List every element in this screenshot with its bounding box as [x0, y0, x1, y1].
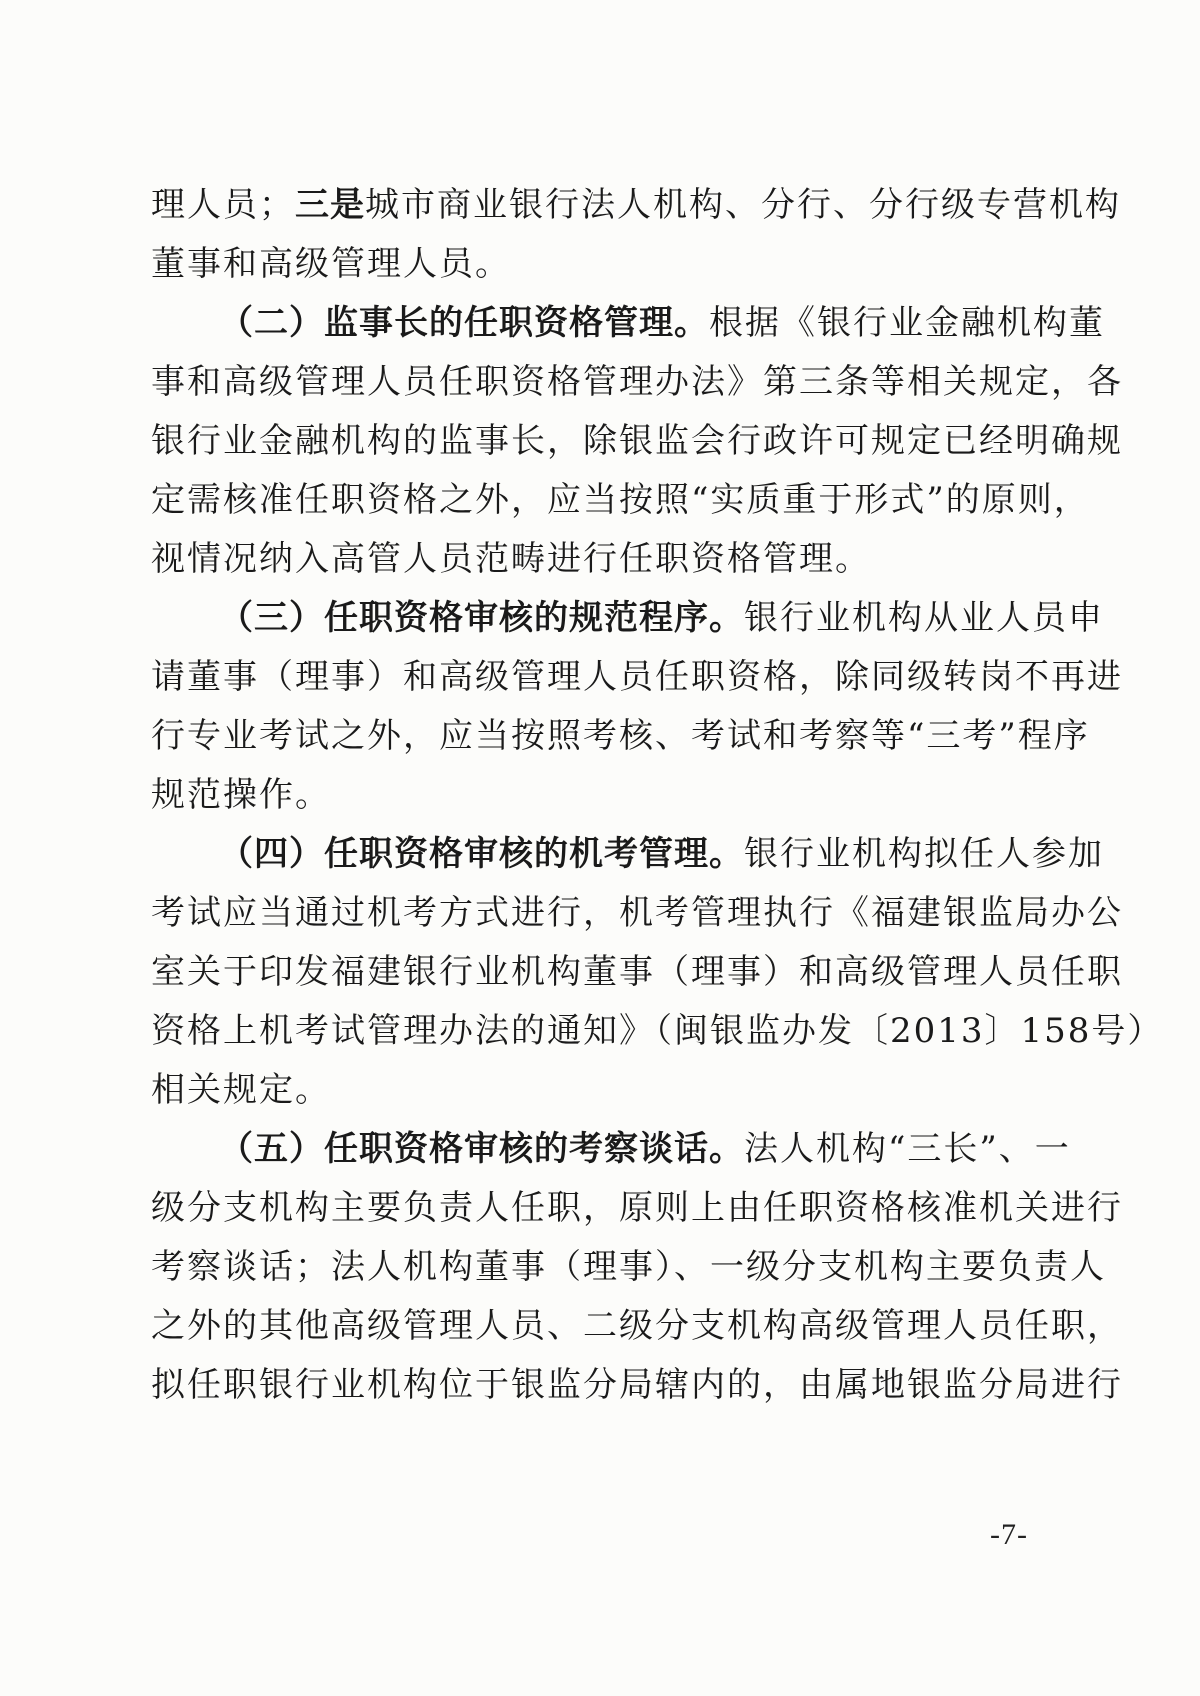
- body-text-segment: 银行业金融机构的监事长，除银监会行政许可规定已经明确规: [151, 421, 1123, 461]
- body-text-segment: 相关规定。: [151, 1070, 331, 1110]
- body-text-segment: 董事和高级管理人员。: [151, 244, 511, 284]
- body-text-segment: 法人机构“三长”、一: [744, 1129, 1071, 1169]
- body-text-segment: 理人员；: [151, 185, 295, 225]
- body-text-segment: 考察谈话；法人机构董事（理事）、一级分支机构主要负责人: [151, 1247, 1106, 1287]
- body-text-segment: 城市商业银行法人机构、分行、分行级专营机构: [365, 185, 1121, 225]
- bold-heading-text: （四）任职资格审核的机考管理。: [219, 834, 744, 874]
- text-line: [151, 893, 1123, 933]
- text-line: [151, 775, 1051, 815]
- body-text-segment: 视情况纳入高管人员范畴进行任职资格管理。: [151, 539, 871, 579]
- body-text-segment: 拟任职银行业机构位于银监分局辖内的，由属地银监分局进行: [151, 1365, 1123, 1405]
- body-text-segment: 之外的其他高级管理人员、二级分支机构高级管理人员任职，: [151, 1306, 1123, 1346]
- bold-heading-text: 三是: [295, 185, 365, 225]
- text-line: [151, 1011, 1164, 1051]
- text-line: [219, 1129, 1071, 1169]
- text-line: [151, 716, 1090, 756]
- body-text-segment: 银行业机构拟任人参加: [744, 834, 1104, 874]
- text-line: [151, 952, 1123, 992]
- page-number: -7-: [990, 1518, 1028, 1551]
- text-line: [151, 1306, 1123, 1346]
- body-text-segment: 规范操作。: [151, 775, 331, 815]
- text-line: [151, 657, 1123, 697]
- text-line: [151, 1070, 1051, 1110]
- text-line: [219, 834, 1104, 874]
- body-text-segment: 根据《银行业金融机构董: [709, 303, 1105, 343]
- text-line: [219, 303, 1105, 343]
- text-line: [151, 480, 1090, 520]
- bold-heading-text: （五）任职资格审核的考察谈话。: [219, 1129, 744, 1169]
- text-line: [151, 1188, 1123, 1228]
- text-line: [151, 185, 1121, 225]
- body-text-segment: 定需核准任职资格之外，应当按照“实质重于形式”的原则，: [151, 480, 1090, 520]
- body-text-segment: 请董事（理事）和高级管理人员任职资格，除同级转岗不再进: [151, 657, 1123, 697]
- text-line: [151, 421, 1123, 461]
- text-line: [219, 598, 1104, 638]
- body-text-segment: 室关于印发福建银行业机构董事（理事）和高级管理人员任职: [151, 952, 1123, 992]
- body-text-segment: 资格上机考试管理办法的通知》（闽银监办发〔2013〕158号）: [151, 1011, 1164, 1051]
- text-line: [151, 244, 1051, 284]
- body-text-segment: 考试应当通过机考方式进行，机考管理执行《福建银监局办公: [151, 893, 1123, 933]
- text-line: [151, 1365, 1123, 1405]
- body-text-segment: 银行业机构从业人员申: [744, 598, 1104, 638]
- text-line: [151, 539, 1051, 579]
- bold-heading-text: （三）任职资格审核的规范程序。: [219, 598, 744, 638]
- bold-heading-text: （二）监事长的任职资格管理。: [219, 303, 709, 343]
- text-line: [151, 362, 1123, 402]
- body-text-segment: 行专业考试之外，应当按照考核、考试和考察等“三考”程序: [151, 716, 1090, 756]
- body-text-segment: 级分支机构主要负责人任职，原则上由任职资格核准机关进行: [151, 1188, 1123, 1228]
- text-line: [151, 1247, 1106, 1287]
- body-text-segment: 事和高级管理人员任职资格管理办法》第三条等相关规定，各: [151, 362, 1123, 402]
